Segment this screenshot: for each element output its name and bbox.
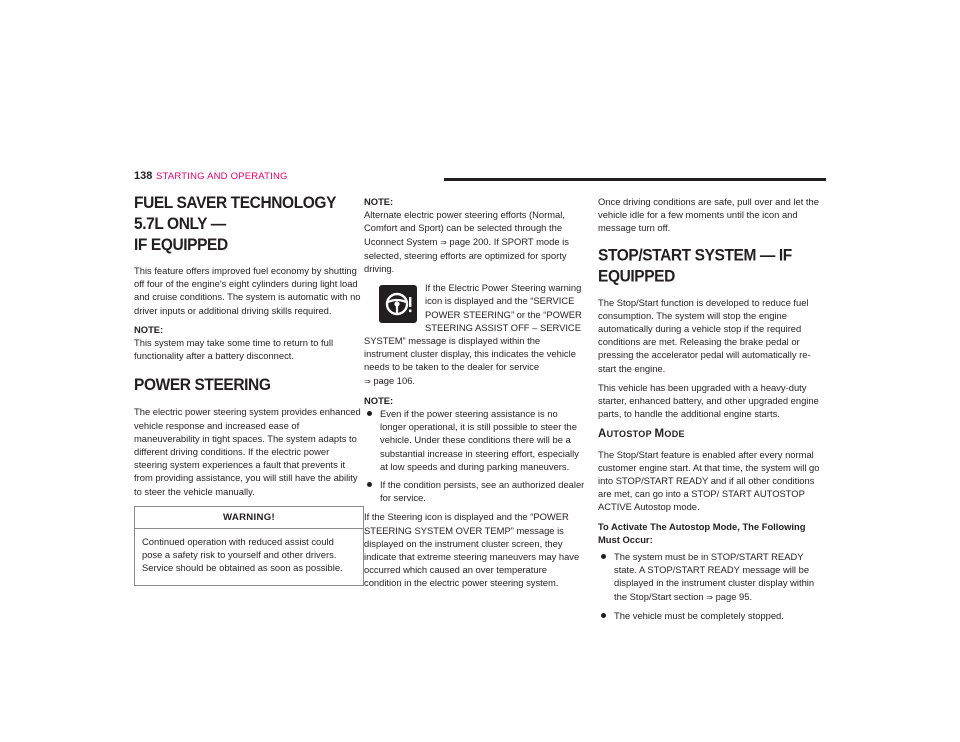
note-label: NOTE: — [364, 196, 394, 207]
stop-start-paragraph-2: This vehicle has been upgraded with a heavy-duty starter, enhanced battery, and other upgraded engine parts, to handle the additional engine starts. — [598, 381, 819, 420]
header-rule — [444, 178, 826, 181]
autostop-paragraph: The Stop/Start feature is enabled after every normal customer engine start. At that time, the system will go into STOP/START READY and if all other conditions are met, can go into a STOP/ START AUTOSTOP ACTIVE Autostop mode. — [598, 448, 820, 513]
steering-efforts-note: Alternate electric power steering efforts (Normal, Comfort and Sport) can be selected through the Uconnect System ⇒ page 200. If SPORT mode is selected, steering efforts are optimized for sporty driving. — [364, 209, 569, 275]
arrow-right-icon: ⇒ — [440, 237, 447, 247]
power-steering-paragraph: The electric power steering system provides enhanced vehicle response and increased ease of maneuverability in tight spaces. The system adapts to different driving conditions. If the electric power steering system experiences a fault that prevents it from providing assistance, you will still have the ability to steer the vehicle manually. — [134, 406, 361, 497]
note-label: NOTE: — [364, 394, 394, 406]
steering-warning-icon — [379, 285, 417, 323]
bullet-icon — [367, 482, 372, 487]
list-item: If the condition persists, see an authorized dealer for service. — [364, 478, 586, 504]
power-steering-title: POWER STEERING — [134, 376, 271, 395]
activate-autostop-subheading: To Activate The Autostop Mode, The Following Must Occur: — [598, 520, 806, 545]
safe-conditions-paragraph: Once driving conditions are safe, pull over and let the vehicle idle for a few moments until the icon and message turn off. — [598, 196, 819, 234]
page-number: 138 — [134, 170, 153, 182]
page-reference[interactable]: ⇒ page 95 — [706, 590, 750, 602]
arrow-right-icon: ⇒ — [706, 592, 713, 602]
arrow-right-icon: ⇒ — [364, 376, 371, 386]
fuel-saver-note: This system may take some time to return to full functionality after a battery disconnect. — [134, 337, 334, 362]
autostop-mode-heading: AUTOSTOP MODE — [598, 428, 685, 441]
stop-start-paragraph-1: The Stop/Start function is developed to reduce fuel consumption. The system will stop the engine automatically during a vehicle stop if the required conditions are met. Releasing the brake pedal or pressing the accelerator pedal will automatically re-start the engine. — [598, 296, 811, 374]
list-item: The system must be in STOP/START READY state. A STOP/START READY message will be displayed in the instrument cluster display within the Stop/Start section ⇒ page 95. — [598, 550, 826, 604]
page-header — [134, 168, 826, 188]
warning-box — [134, 506, 364, 586]
power-steering-bullets — [364, 407, 586, 504]
bullet-icon — [601, 613, 606, 618]
autostop-conditions-list — [598, 550, 826, 622]
fuel-saver-paragraph: This feature offers improved fuel economy by shutting off four of the engine's eight cylinders during light load and cruise conditions. The system is automatic with no driver inputs or additional driving skills required. — [134, 265, 361, 316]
eps-warning-paragraph: If the Electric Power Steering warning icon is displayed and the “SERVICE POWER STEERING” or the “POWER STEERING ASSIST OFF – SERVICE SYSTEM” message is displayed within the instrument cluster display, this indicates the vehicle needs to be taken to the dealer for service ⇒ page 106. — [364, 282, 582, 386]
note-label: NOTE: — [134, 323, 164, 335]
column-3 — [598, 195, 826, 628]
section-name: STARTING AND OPERATING — [156, 171, 288, 182]
warning-body: Continued operation with reduced assist could pose a safety risk to yourself and other drivers. Service should be obtained as soon as possible. — [142, 536, 343, 574]
bullet-icon — [601, 554, 606, 559]
eps-warning-block — [364, 281, 586, 388]
list-item: The vehicle must be completely stopped. — [598, 609, 826, 622]
warning-heading: WARNING! — [135, 507, 363, 529]
page-reference[interactable]: ⇒ page 106 — [364, 374, 413, 386]
list-item: Even if the power steering assistance is no longer operational, it is still possible to steer the vehicle. Under these conditions there will be a substantial increase in steering effort, especially at low speeds and during parking maneuvers. — [364, 407, 586, 473]
stop-start-title: STOP/START SYSTEM — IF EQUIPPED — [598, 246, 792, 286]
over-temp-paragraph: If the Steering icon is displayed and the “POWER STEERING SYSTEM OVER TEMP” message is displayed on the instrument cluster screen, they indicate that extreme steering maneuvers may have occurred which caused an over temperature condition in the electric power steering system. — [364, 511, 580, 589]
page-reference[interactable]: ⇒ page 200 — [440, 235, 489, 247]
fuel-saver-title: FUEL SAVER TECHNOLOGY 5.7L ONLY — IF EQUIPPED — [134, 194, 336, 255]
column-2 — [364, 195, 586, 596]
column-1 — [134, 195, 362, 586]
bullet-icon — [367, 411, 372, 416]
